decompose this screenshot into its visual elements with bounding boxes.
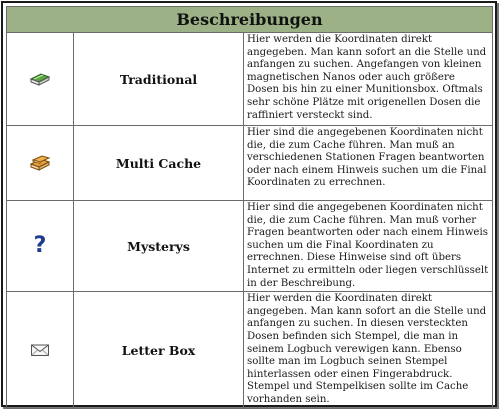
cache-type-description: Hier werden die Koordinaten direkt angegeben. Man kann sofort an die Stelle und anfangen zu suchen. Angefangen von kleinen magnetischen Nanos oder auch größere Dosen bis hin zu einer Munitionsbox. Oftmals sehr schöne Plätze mit origenellen Dosen die raffiniert versteckt sind. <box>244 33 493 126</box>
question-mark-icon: ? <box>33 233 47 259</box>
icon-cell <box>7 33 74 126</box>
cache-types-table <box>6 6 493 409</box>
icon-cell <box>7 292 74 409</box>
table-row <box>7 292 493 409</box>
cache-type-name: Multi Cache <box>74 126 244 201</box>
icon-cell <box>7 126 74 201</box>
multi-cache-icon <box>7 154 73 172</box>
cache-type-name: Letter Box <box>74 292 244 409</box>
cache-type-description: Hier werden die Koordinaten direkt angegeben. Man kann sofort an die Stelle und anfangen zu suchen. In diesen versteckten Dosen befinden sich Stempel, die man in seinem Logbuch verewigen kann. Ebenso sollte man im Logbuch seinen Stempel hinterlassen oder einen Fingerabdruck. Stempel und Stempelkisen sollte im Cache vorhanden sein. <box>244 292 493 409</box>
table-row <box>7 201 493 292</box>
table-title: Beschreibungen <box>7 7 493 33</box>
cache-type-name: Traditional <box>74 33 244 126</box>
table-frame <box>1 1 497 407</box>
table-header-row <box>7 7 493 33</box>
envelope-icon <box>7 343 73 357</box>
cache-type-description: Hier sind die angegebenen Koordinaten nicht die, die zum Cache führen. Man muß an verschiedenen Stationen Fragen beantworten oder nach einem Hinweis suchen um die Final Koordinaten zu errechnen. <box>244 126 493 201</box>
cache-type-name: Mysterys <box>74 201 244 292</box>
table-row <box>7 33 493 126</box>
traditional-cache-icon <box>7 71 73 87</box>
icon-cell <box>7 201 74 292</box>
cache-type-description: Hier sind die angegebenen Koordinaten nicht die, die zum Cache führen. Man muß vorher Fragen beantworten oder nach einem Hinweis suchen um die Final Koordinaten zu errechnen. Diese Hinweise sind oft übers Internet zu ermitteln oder liegen verschlüsselt in der Beschreibung. <box>244 201 493 292</box>
table-row <box>7 126 493 201</box>
